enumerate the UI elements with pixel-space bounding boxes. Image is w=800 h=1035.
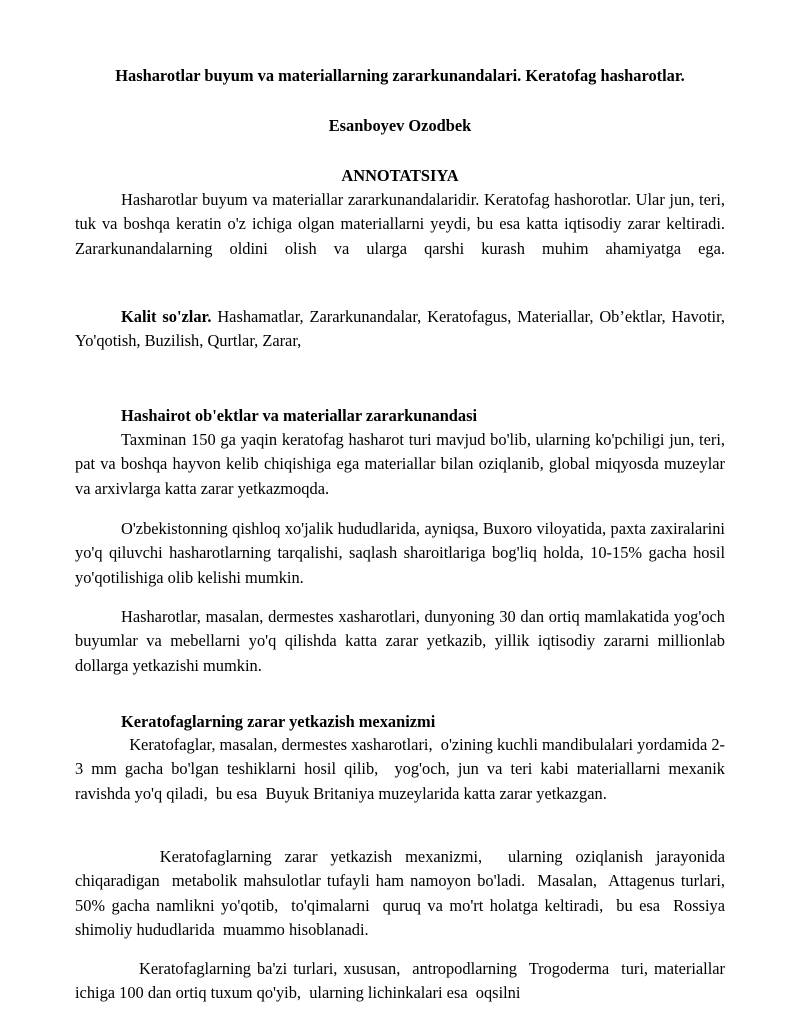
author-name: Esanboyev Ozodbek [328,116,472,135]
paragraph: O'zbekistonning qishloq xo'jalik hududlarida, ayniqsa, Buxoro viloyatida, paxta zaxiralarini yo'q qiluvchi hasharotlarning tarqalishi, saqlash sharoitlariga bog'liq holda, 10-15% gacha hosil yo'qotilishiga olib kelishi mumkin. [75,519,725,587]
annotation-heading: ANNOTATSIYA [341,166,459,185]
keywords-text: Hashamatlar, Zararkunandalar, Keratofagus, Materiallar, Ob’ektlar, Havotir, Yo'qotish, Buzilish, Qurtlar, Zarar, [75,307,725,351]
paragraph: Keratofaglar, masalan, dermestes xasharotlari, o'zining kuchli mandibulalari yordamida 2-3 mm gacha bo'lgan teshiklarni hosil qilib, yog'och, jun va teri kabi materiallarni mexanik ravishda yo'q qiladi, bu esa Buyuk Britaniya muzeylarida katta zarar yetkazgan. [75,735,730,803]
paragraph: Keratofaglarning zarar yetkazish mexanizmi, ularning oziqlanish jarayonida chiqaradigan metabolik mahsulotlar tufayli ham namoyon bo'ladi. Masalan, Attagenus turlari, 50% gacha namlikni yo'qotib, to'qimalarni quruq va mo'rt holatga keltiradi, bu esa Rossiya shimoliy hududlarida muammo hisoblanadi. [75,847,734,940]
section-heading-pests: Hashairot ob'ektlar va materiallar zararkunandasi [121,406,478,425]
keywords-paragraph [75,305,725,354]
keywords-label: Kalit so'zlar. [121,307,212,326]
paragraph: Taxminan 150 ga yaqin keratofag hasharot turi mavjud bo'lib, ularning ko'pchiligi jun, teri, pat va boshqa hayvon kelib chiqishiga ega materiallar bilan oziqlanib, global miqyosda muzeylar va arxivlarga katta zarar yetkazmoqda. [75,430,725,498]
section-heading-mechanism: Keratofaglarning zarar yetkazish mexanizmi [121,712,436,731]
paragraph: Hasharotlar, masalan, dermestes xasharotlari, dunyoning 30 dan ortiq mamlakatida yog'och buyumlar va mebellarni yo'q qilishda katta zarar yetkazib, yillik iqtisodiy zararni millionlab dollarga yetkazishi mumkin. [75,607,725,675]
paragraph: Keratofaglarning ba'zi turlari, xususan, antropodlarning Trogoderma turi, materiallar ichiga 100 dan ortiq tuxum qo'yib, ularning lichinkalari esa oqsilni [75,959,730,1003]
paper-title: Hasharotlar buyum va materiallarning zararkunandalari. Keratofag hasharotlar. [115,66,685,85]
annotation-text: Hasharotlar buyum va materiallar zararkunandalaridir. Keratofag hashorotlar. Ular jun, teri, tuk va boshqa keratin o'z ichiga olgan materiallarni yeydi, bu esa katta iqtisodiy zarar keltiradi. Zararkunandalarning oldini olish va ularga qarshi kurash muhim ahamiyatga ega. [75,190,725,258]
